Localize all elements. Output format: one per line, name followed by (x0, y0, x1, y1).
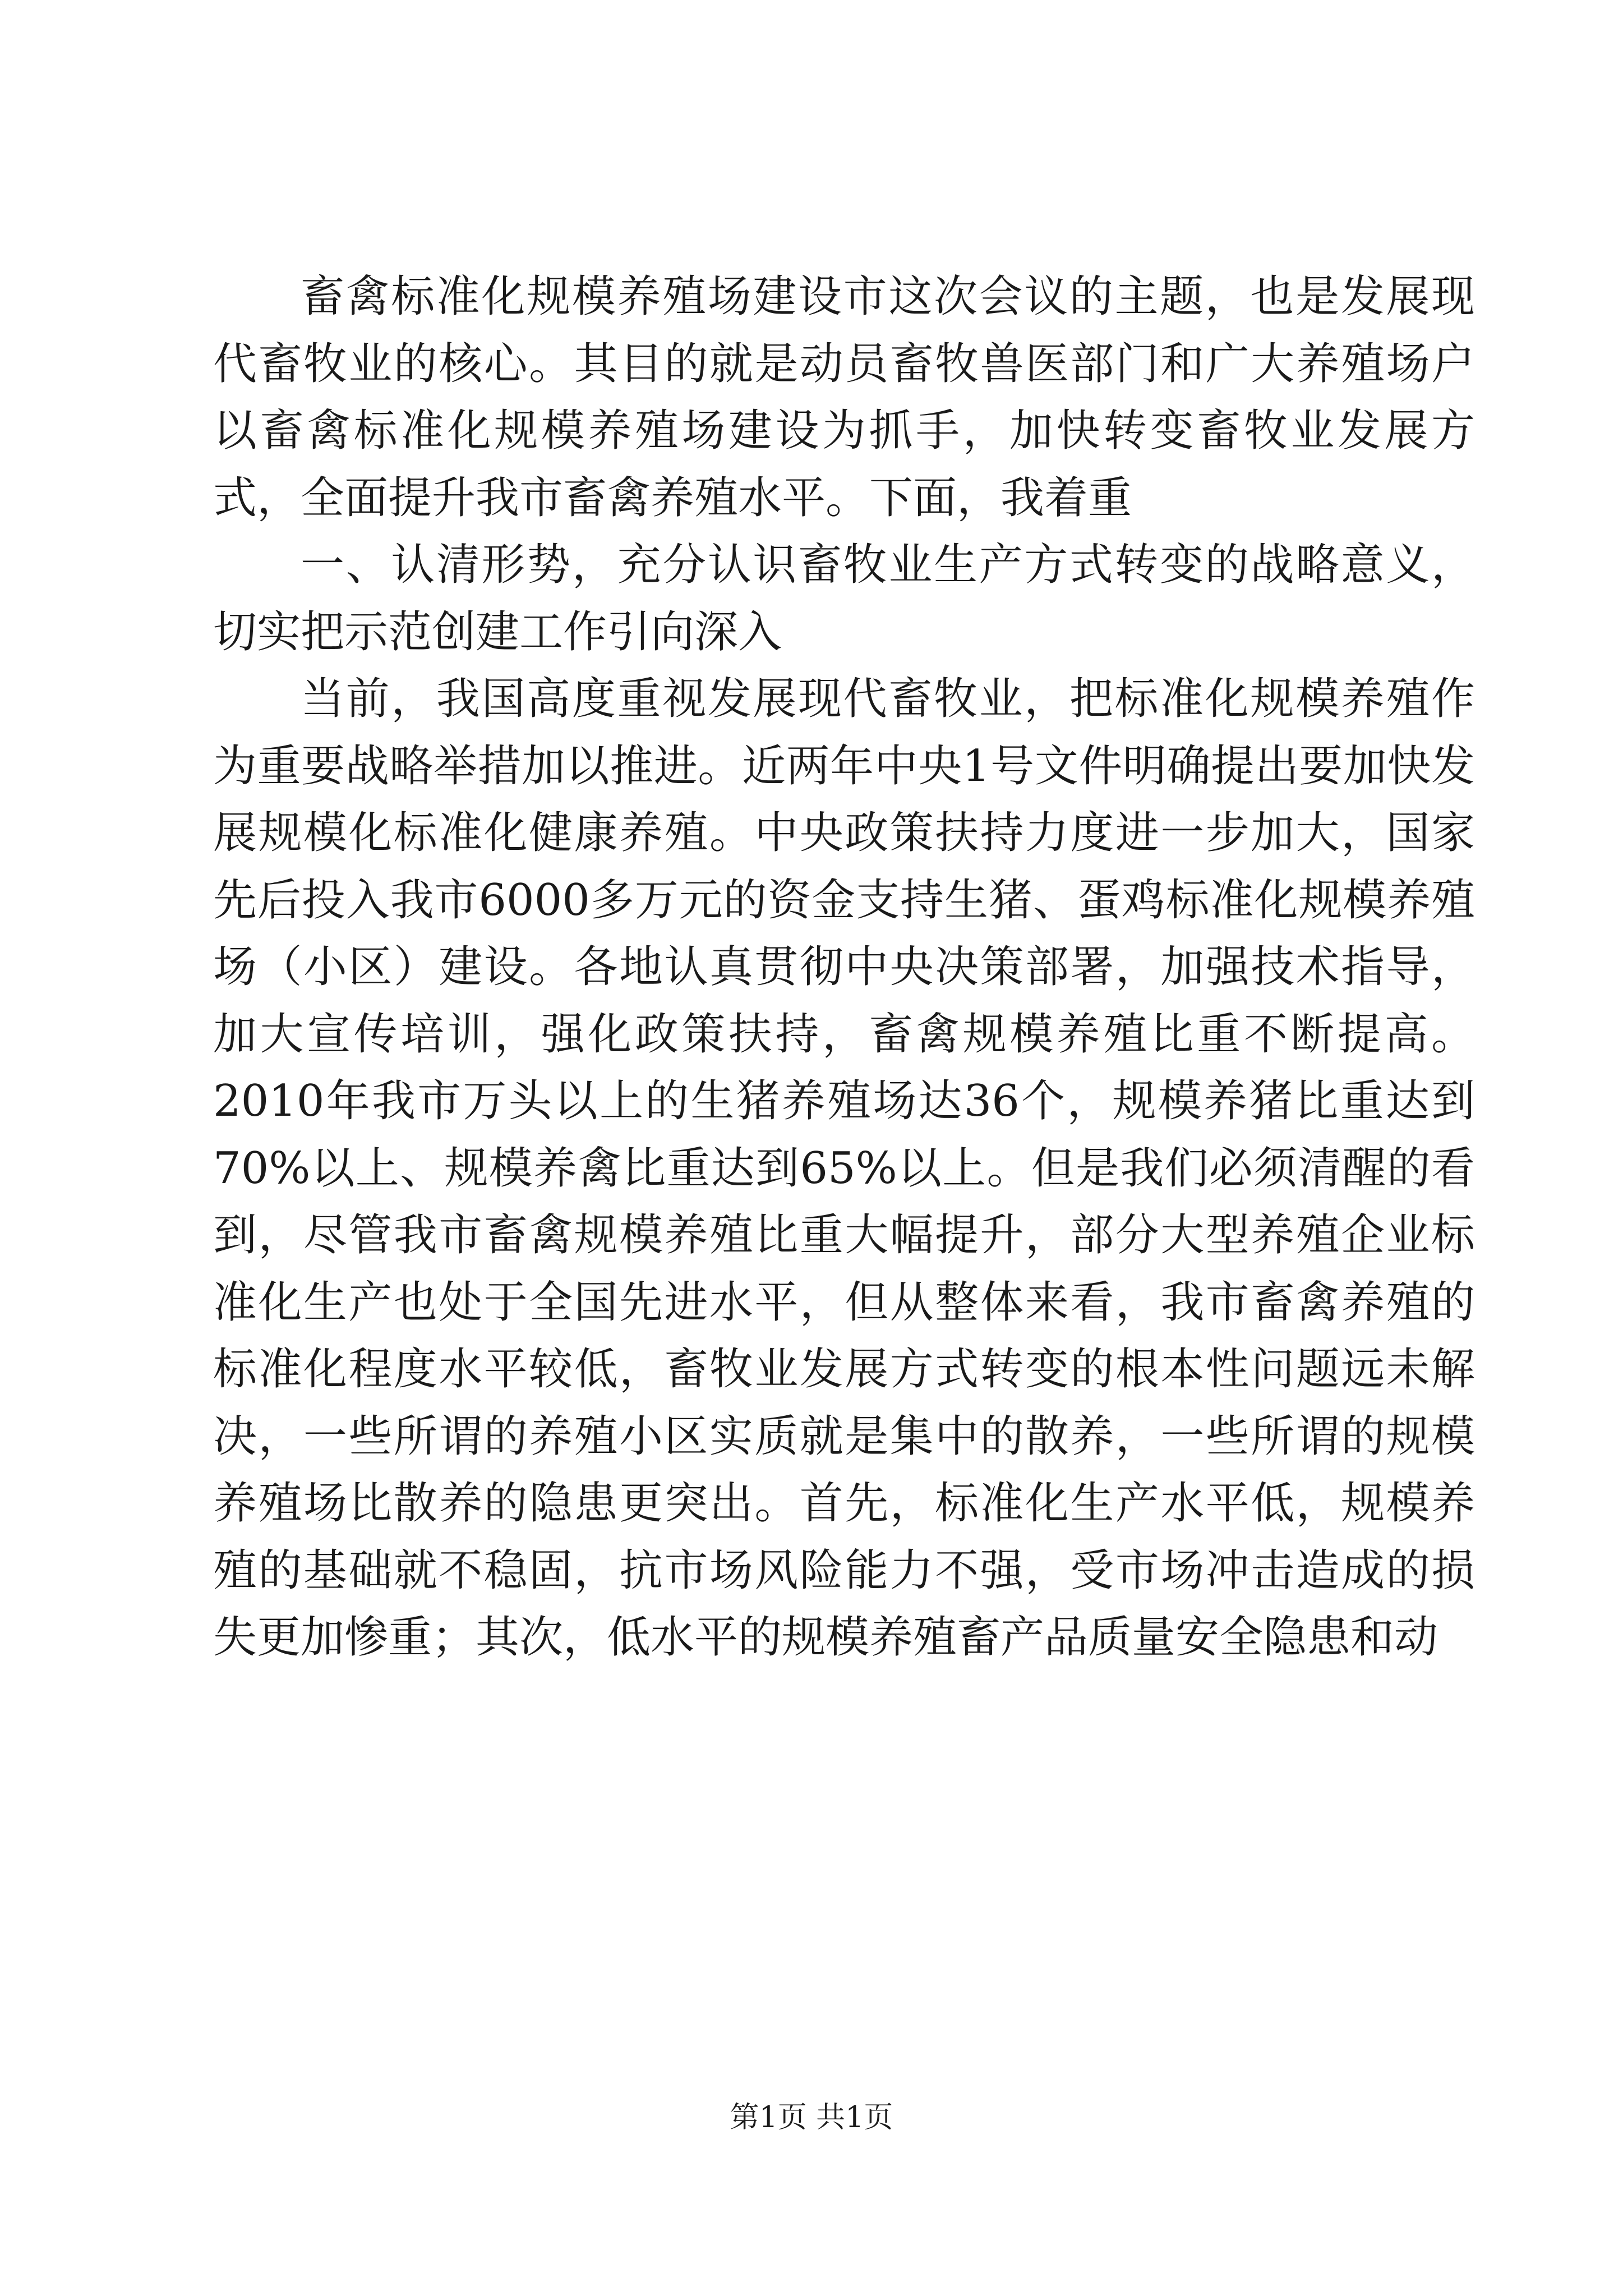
paragraph-situation: 当前，我国高度重视发展现代畜牧业，把标准化规模养殖作为重要战略举措加以推进。近两年中央1号文件明确提出要加快发展规模化标准化健康养殖。中央政策扶持力度进一步加大，国家先后投入我市6000多万元的资金支持生猪、蛋鸡标准化规模养殖场（小区）建设。各地认真贯彻中央决策部署，加强技术指导，加大宣传培训，强化政策扶持，畜禽规模养殖比重不断提高。2010年我市万头以上的生猪养殖场达36个，规模养猪比重达到70%以上、规模养禽比重达到65%以上。但是我们必须清醒的看到，尽管我市畜禽规模养殖比重大幅提升，部分大型养殖企业标准化生产也处于全国先进水平，但从整体来看，我市畜禽养殖的标准化程度水平较低，畜牧业发展方式转变的根本性问题远未解决，一些所谓的养殖小区实质就是集中的散养，一些所谓的规模养殖场比散养的隐患更突出。首先，标准化生产水平低，规模养殖的基础就不稳固，抗市场风险能力不强，受市场冲击造成的损失更加惨重；其次，低水平的规模养殖畜产品质量安全隐患和动 (213, 674, 1475, 1663)
section-heading: 一、认清形势，充分认识畜牧业生产方式转变的战略意义，切实把示范创建工作引向深入 (213, 540, 1475, 657)
body-text (213, 264, 1475, 1672)
paragraph-intro: 畜禽标准化规模养殖场建设市这次会议的主题，也是发展现代畜牧业的核心。其目的就是动员畜牧兽医部门和广大养殖场户以畜禽标准化规模养殖场建设为抓手，加快转变畜牧业发展方式，全面提升我市畜禽养殖水平。下面，我着重 (213, 272, 1475, 523)
page-footer: 第1页 共1页 (730, 2101, 893, 2134)
